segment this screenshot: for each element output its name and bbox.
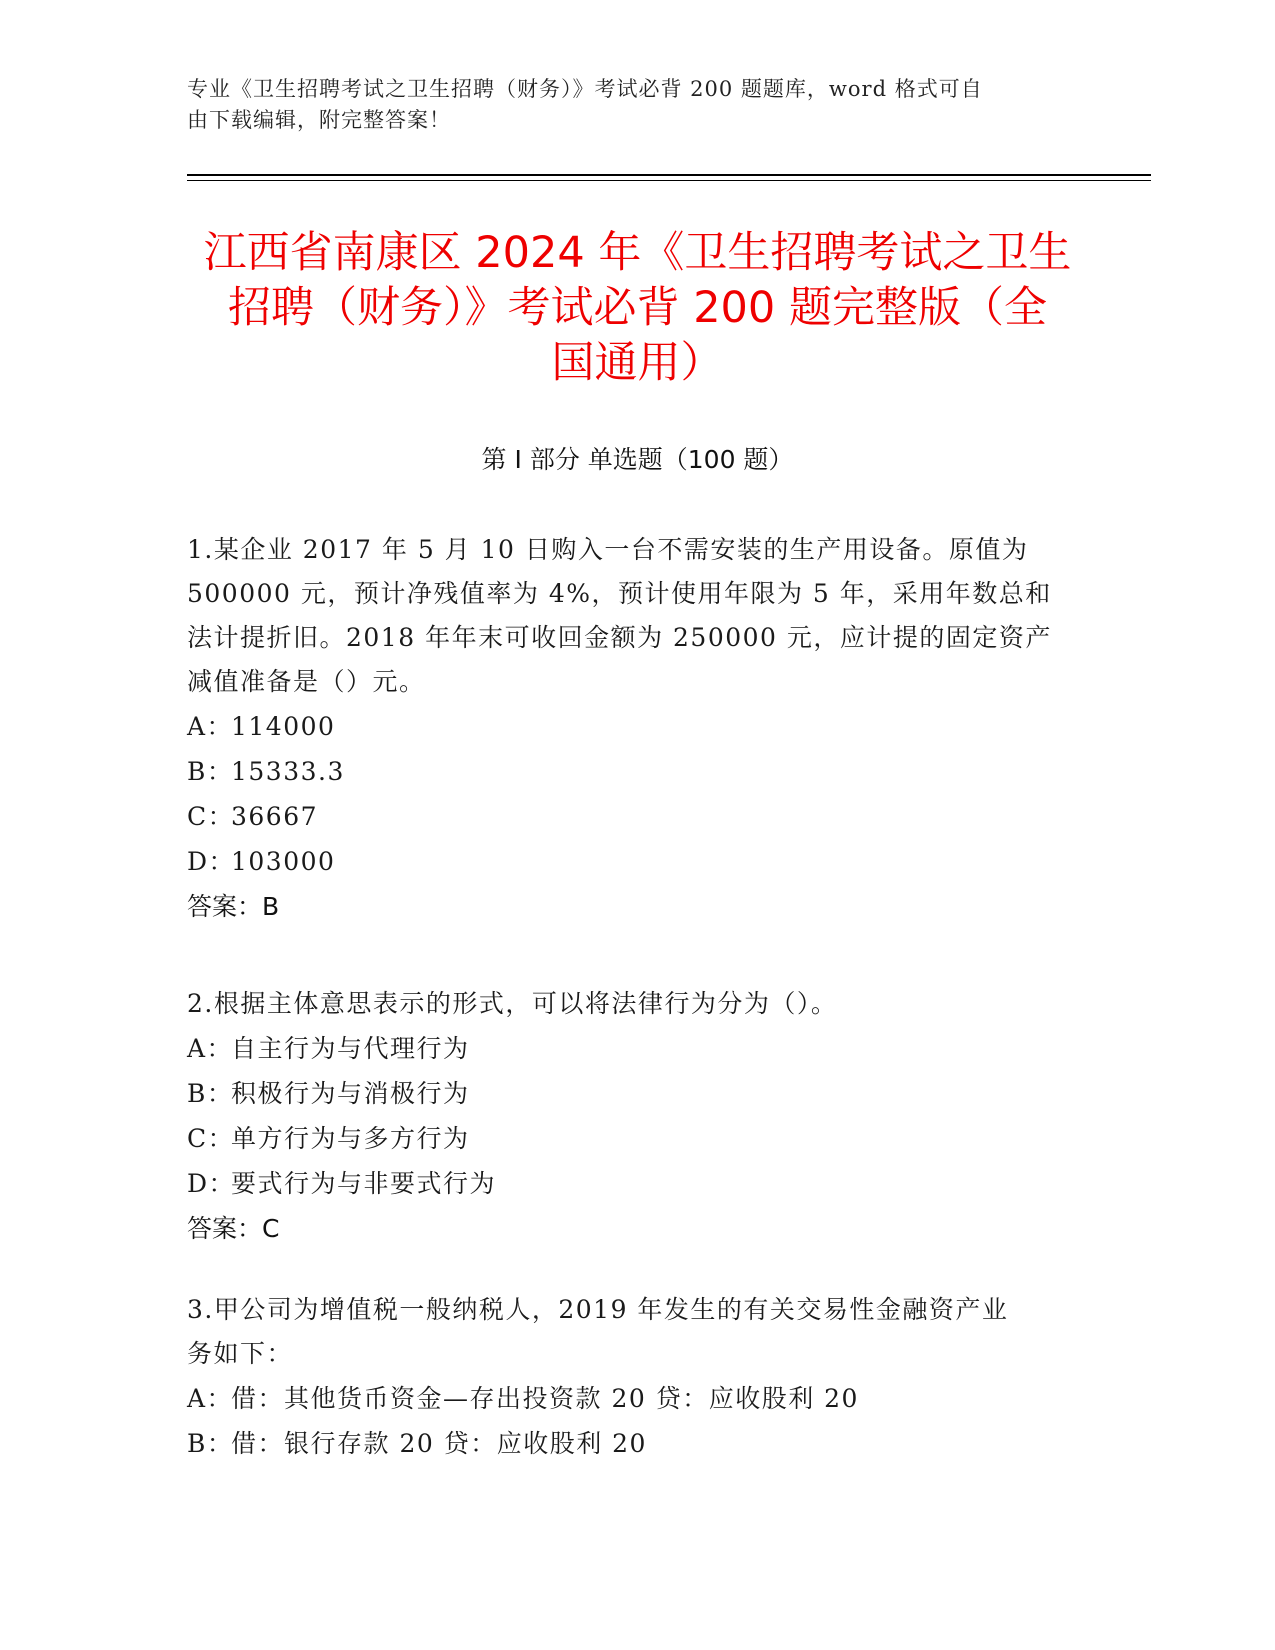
option-b bbox=[187, 749, 1087, 794]
question-3 bbox=[187, 1288, 1087, 1466]
option-letter: C： bbox=[187, 802, 235, 831]
option-b bbox=[187, 1421, 1087, 1466]
option-text: 114000 bbox=[231, 712, 336, 741]
question-stem-line: 500000 元，预计净残值率为 4%，预计使用年限为 5 年，采用年数总和 bbox=[187, 579, 1052, 608]
option-letter: A： bbox=[187, 1034, 234, 1063]
option-a bbox=[187, 704, 1087, 749]
title-line-2: 招聘（财务）》考试必背 200 题完整版（全 bbox=[228, 283, 1047, 333]
option-text: 15333.3 bbox=[231, 757, 345, 786]
option-d bbox=[187, 1161, 1087, 1206]
option-text: 36667 bbox=[231, 802, 319, 831]
question-stem-line: 减值准备是（）元。 bbox=[187, 667, 426, 696]
question-2 bbox=[187, 982, 1087, 1252]
header-divider-thick bbox=[187, 174, 1151, 176]
option-text: 借：银行存款 20 贷：应收股利 20 bbox=[231, 1429, 647, 1458]
option-d bbox=[187, 839, 1087, 884]
question-stem-line: 2.根据主体意思表示的形式，可以将法律行为分为（）。 bbox=[187, 989, 838, 1018]
option-letter: A： bbox=[187, 712, 234, 741]
question-stem-line: 1.某企业 2017 年 5 月 10 日购入一台不需安装的生产用设备。原值为 bbox=[187, 535, 1029, 564]
header-note-line-1: 专业《卫生招聘考试之卫生招聘（财务）》考试必背 200 题题库，word 格式可自 bbox=[187, 77, 983, 101]
option-c bbox=[187, 1116, 1087, 1161]
title-line-1: 江西省南康区 2024 年《卫生招聘考试之卫生 bbox=[203, 228, 1072, 278]
question-stem-line: 法计提折旧。2018 年年末可收回金额为 250000 元，应计提的固定资产 bbox=[187, 623, 1052, 652]
option-c bbox=[187, 794, 1087, 839]
option-a bbox=[187, 1026, 1087, 1071]
header-note-line-2: 由下载编辑，附完整答案！ bbox=[187, 108, 451, 132]
option-text: 自主行为与代理行为 bbox=[231, 1034, 470, 1063]
option-letter: D： bbox=[187, 1169, 236, 1198]
question-answer: 答案：B bbox=[187, 892, 280, 921]
option-b bbox=[187, 1071, 1087, 1116]
option-letter: B： bbox=[187, 1429, 234, 1458]
option-letter: D： bbox=[187, 847, 236, 876]
header-note bbox=[187, 74, 1067, 136]
option-letter: B： bbox=[187, 757, 234, 786]
section-title: 第 I 部分 单选题（100 题） bbox=[481, 445, 794, 474]
option-text: 单方行为与多方行为 bbox=[231, 1124, 470, 1153]
document-title bbox=[170, 226, 1105, 391]
option-letter: B： bbox=[187, 1079, 234, 1108]
option-letter: C： bbox=[187, 1124, 235, 1153]
title-line-3: 国通用） bbox=[551, 338, 724, 388]
question-1 bbox=[187, 528, 1087, 930]
option-text: 要式行为与非要式行为 bbox=[231, 1169, 497, 1198]
header-divider-thin bbox=[187, 180, 1151, 181]
question-answer: 答案：C bbox=[187, 1214, 280, 1243]
option-a bbox=[187, 1376, 1087, 1421]
option-text: 借：其他货币资金—存出投资款 20 贷：应收股利 20 bbox=[231, 1384, 859, 1413]
option-text: 积极行为与消极行为 bbox=[231, 1079, 470, 1108]
question-stem-line: 3.甲公司为增值税一般纳税人，2019 年发生的有关交易性金融资产业 bbox=[187, 1295, 1009, 1324]
option-text: 103000 bbox=[231, 847, 336, 876]
question-stem-line: 务如下： bbox=[187, 1339, 294, 1368]
option-letter: A： bbox=[187, 1384, 234, 1413]
